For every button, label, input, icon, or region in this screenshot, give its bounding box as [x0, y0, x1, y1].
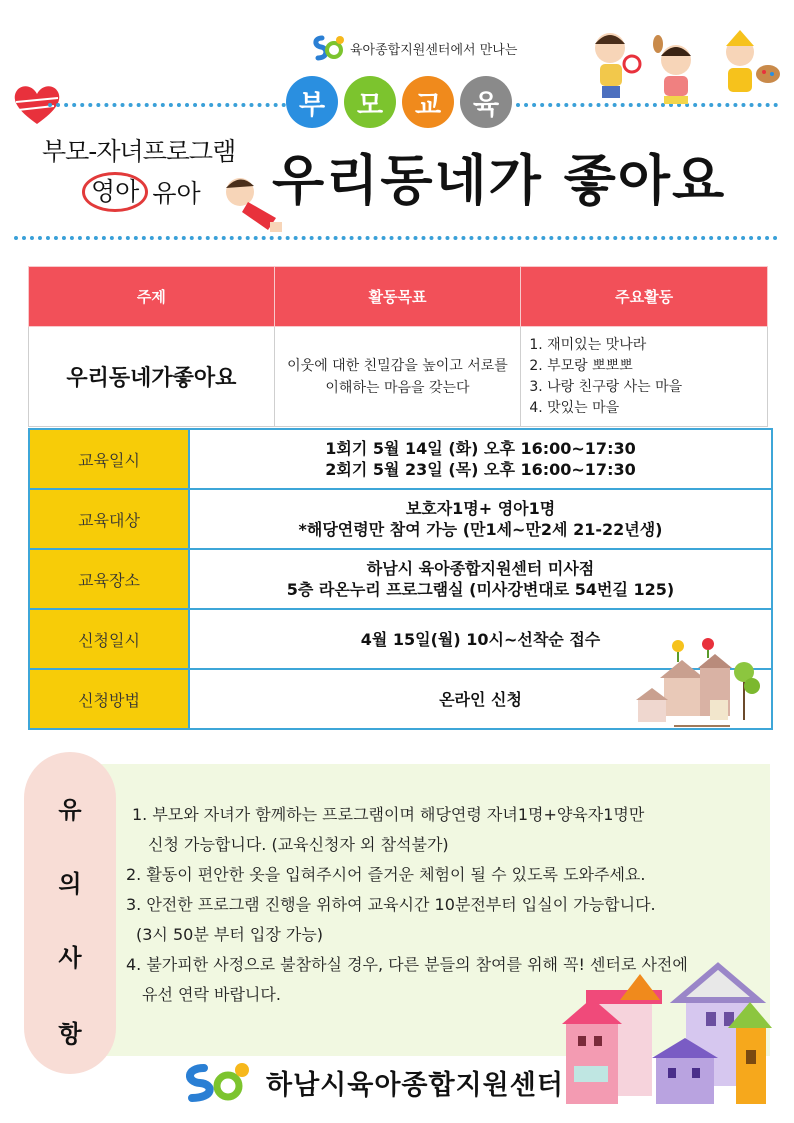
footer — [180, 1060, 564, 1104]
dotted-divider — [48, 103, 286, 107]
tagline-text: 육아종합지원센터에서 만나는 — [350, 42, 518, 58]
list-item: 1. 부모와 자녀가 함께하는 프로그램이며 해당연령 자녀1명+양육자1명만 — [132, 805, 645, 824]
header-activities: 주요활동 — [521, 267, 768, 327]
list-item: 신청 가능합니다. (교육신청자 외 참석불가) — [148, 835, 449, 854]
age-toddler: 유아 — [152, 179, 201, 208]
goal-cell: 이웃에 대한 친밀감을 높이고 서로를 이해하는 마음을 갖는다 — [274, 327, 521, 427]
activities-cell — [521, 327, 768, 427]
activity-item: 2. 부모랑 뽀뽀뽀 — [529, 357, 633, 374]
title-circle-3: 교 — [402, 76, 454, 128]
info-value: 온라인 신청 — [189, 669, 772, 729]
program-type-label: 부모-자녀프로그램 — [42, 137, 236, 166]
info-value: 4월 15일(월) 10시~선착순 접수 — [189, 609, 772, 669]
title-circle-4: 육 — [460, 76, 512, 128]
info-label: 신청방법 — [29, 669, 189, 729]
notes-title-char: 의 — [58, 870, 82, 898]
center-logo-icon — [180, 1060, 254, 1104]
info-value: 하남시 육아종합지원센터 미사점 5층 라온누리 프로그램실 (미사강변대로 54번길 125) — [189, 549, 772, 609]
list-item: 3. 안전한 프로그램 진행을 위하여 교육시간 10분전부터 입실이 가능합니다. — [126, 895, 656, 914]
info-label: 교육대상 — [29, 489, 189, 549]
children-illustration — [588, 26, 784, 108]
notes-title-char: 유 — [58, 796, 82, 824]
program-table — [28, 266, 768, 427]
activity-item: 3. 나랑 친구랑 사는 마을 — [529, 378, 683, 395]
notes-title-char: 항 — [58, 1020, 82, 1048]
title-circle-1: 부 — [286, 76, 338, 128]
header-goal: 활동목표 — [274, 267, 521, 327]
houses-illustration — [560, 960, 784, 1110]
list-item: 유선 연락 바랍니다. — [142, 985, 281, 1004]
info-label: 신청일시 — [29, 609, 189, 669]
activity-item: 1. 재미있는 맛나라 — [529, 336, 647, 353]
title-circle-2: 모 — [344, 76, 396, 128]
page-title: 우리동네가 좋아요 — [272, 149, 727, 212]
center-logo-icon — [312, 34, 346, 62]
age-group-label — [82, 172, 201, 212]
info-value: 1회기 5월 14일 (화) 오후 16:00~17:30 2회기 5월 23일 (목) 오후 16:00~17:30 — [189, 429, 772, 489]
dotted-divider — [14, 236, 778, 240]
table-row — [29, 489, 772, 549]
org-name: 하남시육아종합지원센터 — [266, 1069, 564, 1101]
age-selected-infant: 영아 — [82, 172, 148, 212]
topic-cell: 우리동네가좋아요 — [29, 327, 275, 427]
info-label: 교육장소 — [29, 549, 189, 609]
village-illustration — [634, 636, 768, 732]
list-item: 2. 활동이 편안한 옷을 입혀주시어 즐거운 체험이 될 수 있도록 도와주세요. — [126, 865, 646, 884]
header-topic: 주제 — [29, 267, 275, 327]
notes-title-char: 사 — [58, 944, 82, 972]
list-item: 4. 불가피한 사정으로 불참하실 경우, 다른 분들의 참여를 위해 꼭! 센터로 사전에 — [126, 955, 688, 974]
info-label: 교육일시 — [29, 429, 189, 489]
header-tagline — [312, 34, 517, 62]
activity-item: 4. 맛있는 마을 — [529, 399, 620, 416]
table-row — [29, 429, 772, 489]
info-value: 보호자1명+ 영아1명 *해당연령만 참여 가능 (만1세~만2세 21-22년생) — [189, 489, 772, 549]
table-row — [29, 549, 772, 609]
notes-title-pill — [24, 752, 116, 1074]
list-item: (3시 50분 부터 입장 가능) — [136, 925, 324, 944]
